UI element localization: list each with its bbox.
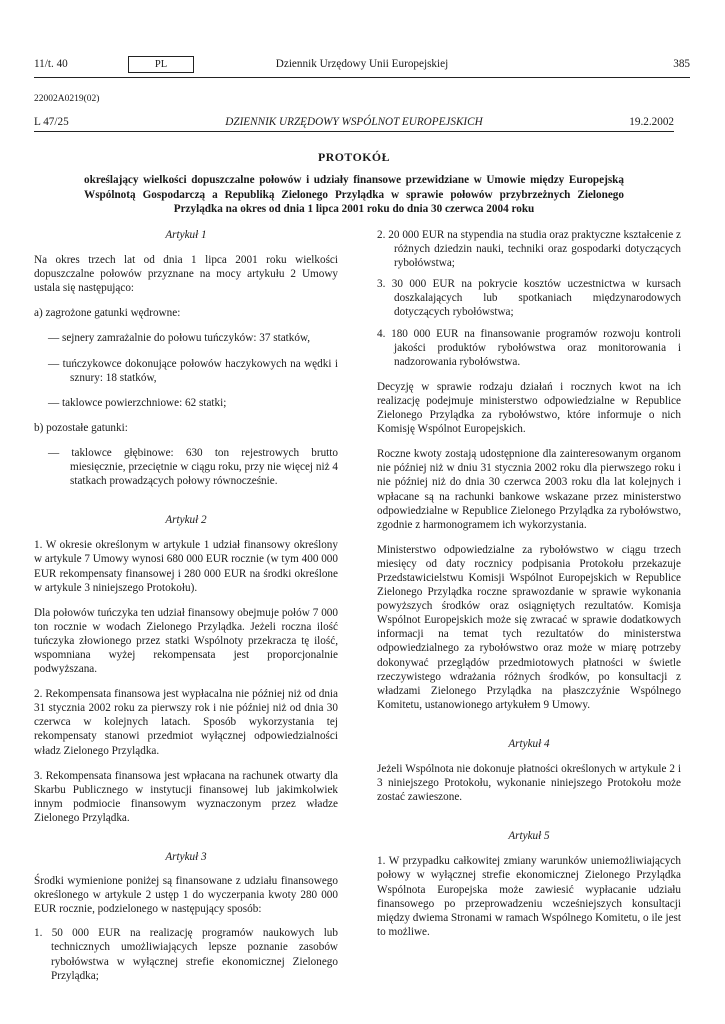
- oj-date: 19.2.2002: [629, 116, 674, 128]
- article-1-item-a: a) zagrożone gatunki wędrowne:: [34, 307, 181, 320]
- article-5-heading: Artykuł 5: [508, 830, 550, 843]
- article-2-para-2: Dla połowów tuńczyka ten udział finansowy obejmuje połów 7 000 ton rocznie w wodach Zielonego Przylądka. Jeżeli roczna ilość tuńczyka złowionego przez statki Wspólnoty przekracza tę ilość, wspomniana wyżej rekompensata jest proporcjonalnie podwyższana.: [34, 606, 338, 676]
- article-3-para-2: Decyzję w sprawie rodzaju działań i rocznych kwot na ich realizację podejmuje ministerstwo odpowiedzialne w Republice Zielonego Przylądka za rybołówstwo, które informuje o nich Komisję Wspólnot Europejskich.: [377, 380, 681, 436]
- article-5-para-1: 1. W przypadku całkowitej zmiany warunków uniemożliwiających połowy w wyłącznej strefie ekonomicznej Zielonego Przylądka Wspólnota Europejska może zawiesić wypłacanie udziału finansowego po przeprowadzeniu wcześniejszych konsultacji między dwiema Stronami w ramach Wspólnego Komitetu, o ile jest to możliwe.: [377, 855, 681, 938]
- document-title: PROTOKÓŁ: [318, 150, 390, 164]
- document-subtitle: określający wielkości dopuszczalne połowów i udziały finansowe przewidziane w Umowie między Europejską Wspólnotą Gospodarczą a Republiką Zielonego Przylądka w sprawie połowów przybrzeżnych Zielonego Przylądka na okres od dnia 1 lipca 2001 roku do dnia 30 czerwca 2004 roku: [84, 174, 624, 215]
- celex-number: 22002A0219(02): [34, 94, 100, 104]
- article-3-item-4: 4. 180 000 EUR na finansowanie programów rozwoju kontroli jakości produktów rybołówstwa oraz monitorowania i nadzorowania rybołówstwa.: [377, 327, 681, 368]
- oj-journal-title: DZIENNIK URZĘDOWY WSPÓLNOT EUROPEJSKICH: [225, 116, 483, 128]
- article-2-para-1: 1. W okresie określonym w artykule 1 udział finansowy określony w artykule 7 Umowy wynosi 680 000 EUR rocznie (w tym 400 000 EUR rekompensaty finansowej i 280 000 EUR na środki określone w artykule 3 niniejszego Protokołu).: [34, 539, 338, 594]
- article-1-item-b1: — taklowce głębinowe: 630 ton rejestrowych brutto miesięcznie, przeciętnie w ciągu roku, przy nie więcej niż 4 statkach prowadzących połowy równocześnie.: [48, 446, 338, 488]
- article-3-item-2: 2. 20 000 EUR na stypendia na studia oraz praktyczne kształcenie z różnych dziedzin nauki, techniki oraz gospodarki dotyczących rybołówstwa;: [377, 229, 681, 270]
- article-3-para-4: Ministerstwo odpowiedzialne za rybołówstwo w ciągu trzech miesięcy od daty rocznicy podpisania Protokołu przekazuje Przedstawicielstwu Komisji Wspólnot Europejskich w Republice Zielonego Przylądka roczne sprawozdanie w sprawie wykonania powyższych środków oraz osiągniętych rezultatów. Komisja Wspólnot Europejskich może się zwracać w sprawie dodatkowych informacji na temat tych rezultatów do ministerstwa odpowiedzialnego za rybołówstwo oraz może w miarę potrzeby dokonywać przeglądów przedmiotowych płatności w świetle rzeczywistego wdrażania różnych środków, po konsultacji z władzami Zielonego Przylądka na płaszczyźnie Wspólnego Komitetu, ustanowionego artykułem 9 Umowy.: [377, 543, 681, 711]
- running-header: [34, 56, 690, 74]
- left-column: [34, 228, 338, 983]
- oj-reference: L 47/25: [34, 116, 69, 128]
- article-2-para-3: 2. Rekompensata finansowa jest wypłacalna nie później niż od dnia 31 stycznia 2002 roku za pierwszy rok i nie później niż od dnia 30 czerwca w kolejnych latach. Sposób wykorzystania tej rekompensaty stanowi przedmiot wyłącznej odpowiedzialności władz Zielonego Przylądka.: [34, 688, 338, 757]
- volume-page-ref: 11/t. 40: [34, 58, 68, 70]
- article-2-heading: Artykuł 2: [165, 514, 207, 527]
- article-4-para-1: Jeżeli Wspólnota nie dokonuje płatności określonych w artykule 2 i 3 niniejszego Protokołu, wykonanie niniejszego Protokołu może zostać zawieszone.: [377, 763, 681, 804]
- article-1-item-b: b) pozostałe gatunki:: [34, 421, 128, 434]
- language-box: PL: [128, 56, 194, 73]
- article-1-intro: Na okres trzech lat od dnia 1 lipca 2001 roku wielkości dopuszczalne połowów przyznane na mocy artykułu 2 Umowy ustala się następująco:: [34, 254, 338, 295]
- article-3-intro: Środki wymienione poniżej są finansowane z udziału finansowego określonego w artykule 2 ustęp 1 do wyczerpania kwoty 280 000 EUR rocznie, podzielonego w następujący sposób:: [34, 875, 338, 916]
- article-2-para-4: 3. Rekompensata finansowa jest wpłacana na rachunek otwarty dla Skarbu Publicznego w instytucji finansowej lub jakimkolwiek innym podmiocie finansowym wyznaczonym przez władze Zielonego Przylądka.: [34, 769, 338, 824]
- journal-title: Dziennik Urzędowy Unii Europejskiej: [275, 58, 449, 70]
- oj-header-rule: [34, 131, 674, 132]
- article-3-para-3: Roczne kwoty zostają udostępnione dla zainteresowanym organom nie później niż w dniu 31 stycznia 2002 roku dla pierwszego roku i nie później niż do dnia 30 czerwca 2003 roku dla lat kolejnych i wpłacane są na rachunki bankowe wskazane przez ministerstwo odpowiedzialne w Republice Zielonego Przylądka za rybołówstwo, zgodnie z harmonogramem ich wykorzystania.: [377, 448, 681, 531]
- article-1-heading: Artykuł 1: [165, 229, 207, 241]
- article-3-heading: Artykuł 3: [165, 851, 207, 863]
- page-number: 385: [673, 58, 690, 70]
- article-1-item-a1: — sejnery zamrażalnie do połowu tuńczyków: 37 statków,: [48, 332, 311, 345]
- article-1-item-a3: — taklowce powierzchniowe: 62 statki;: [48, 396, 227, 409]
- header-rule: [34, 77, 690, 78]
- right-column: [377, 228, 681, 939]
- article-4-heading: Artykuł 4: [508, 737, 550, 750]
- article-1-item-a2: — tuńczykowce dokonujące połowów haczykowych na wędki i sznury: 18 statków,: [48, 357, 338, 384]
- article-3-item-3: 3. 30 000 EUR na pokrycie kosztów uczestnictwa w kursach doszkalających lub spotkaniach międzynarodowych dotyczących rybołówstwa;: [377, 278, 681, 319]
- article-3-item-1: 1. 50 000 EUR na realizację programów naukowych lub technicznych umożliwiających lepsze poznanie zasobów rybołówstwa w wyłącznej strefie ekonomicznej Zielonego Przylądka;: [34, 927, 338, 982]
